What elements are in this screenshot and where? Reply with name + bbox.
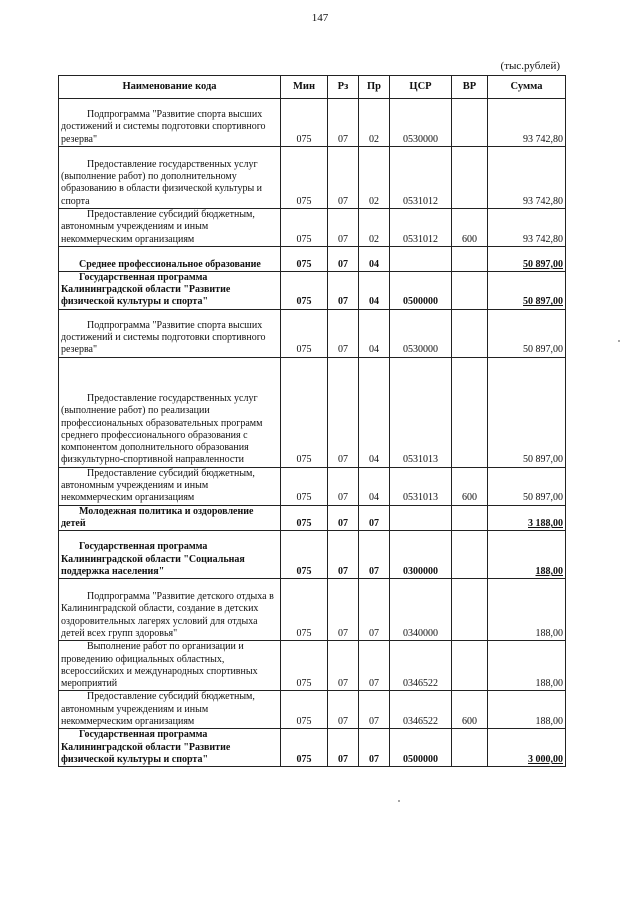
cell-csr: 0500000 (390, 271, 452, 309)
cell-name-text: Предоставление субсидий бюджетным, автономным учреждениям и иным некоммерческим организациям (61, 691, 255, 728)
cell-sum: 188,00 (488, 691, 566, 729)
budget-table (58, 75, 566, 767)
cell-rz: 07 (328, 271, 359, 309)
cell-name (59, 271, 281, 309)
cell-name (59, 729, 281, 767)
cell-min: 075 (281, 729, 328, 767)
cell-name-text: Предоставление субсидий бюджетным, автономным учреждениям и иным некоммерческим организациям (61, 209, 255, 245)
cell-pr: 04 (359, 357, 390, 467)
cell-rz: 07 (328, 729, 359, 767)
table-row (59, 99, 566, 147)
cell-sum: 188,00 (488, 641, 566, 691)
cell-pr: 04 (359, 467, 390, 505)
cell-vr (452, 641, 488, 691)
cell-csr: 0530000 (390, 99, 452, 147)
cell-name (59, 531, 281, 579)
header-csr: ЦСР (390, 76, 452, 99)
cell-min: 075 (281, 209, 328, 247)
cell-vr (452, 531, 488, 579)
cell-name-text: Подпрограмма "Развитие спорта высших достижений и системы подготовки спортивного резерва" (61, 319, 266, 356)
cell-pr: 07 (359, 691, 390, 729)
cell-name-text: Государственная программа Калининградской области "Развитие физической культуры и спорта" (61, 271, 231, 308)
cell-name (59, 641, 281, 691)
table-row (59, 309, 566, 357)
cell-name (59, 579, 281, 641)
cell-min: 075 (281, 357, 328, 467)
cell-rz: 07 (328, 691, 359, 729)
cell-vr (452, 729, 488, 767)
cell-name-text: Выполнение работ по организации и проведению официальных областных, всероссийских и международных спортивных мероприятий (61, 641, 258, 690)
table-row (59, 246, 566, 271)
cell-rz: 07 (328, 209, 359, 247)
cell-min: 075 (281, 531, 328, 579)
cell-vr: 600 (452, 691, 488, 729)
header-rz: Рз (328, 76, 359, 99)
cell-min: 075 (281, 99, 328, 147)
cell-rz: 07 (328, 641, 359, 691)
header-name: Наименование кода (59, 76, 281, 99)
cell-name-text: Предоставление государственных услуг (выполнение работ) по дополнительному образованию в области физической культуры и спорта (61, 158, 263, 207)
cell-csr: 0531012 (390, 147, 452, 209)
header-vr: ВР (452, 76, 488, 99)
cell-pr: 04 (359, 246, 390, 271)
cell-min: 075 (281, 271, 328, 309)
cell-vr (452, 579, 488, 641)
cell-rz: 07 (328, 579, 359, 641)
cell-csr: 0300000 (390, 531, 452, 579)
cell-sum: 50 897,00 (488, 357, 566, 467)
cell-csr: 0500000 (390, 729, 452, 767)
table-row (59, 641, 566, 691)
cell-csr: 0340000 (390, 579, 452, 641)
header-min: Мин (281, 76, 328, 99)
cell-vr (452, 246, 488, 271)
header-pr: Пр (359, 76, 390, 99)
cell-name-text: Государственная программа Калининградской области "Социальная поддержка населения" (61, 541, 245, 577)
cell-vr (452, 505, 488, 531)
table-row (59, 209, 566, 247)
cell-rz: 07 (328, 309, 359, 357)
cell-name-text: Государственная программа Калининградской области "Развитие физической культуры и спорта" (61, 729, 231, 765)
cell-min: 075 (281, 309, 328, 357)
cell-min: 075 (281, 691, 328, 729)
cell-name-text: Среднее профессиональное образование (79, 258, 261, 270)
cell-name-text: Молодежная политика и оздоровление детей (61, 505, 254, 529)
table-row (59, 691, 566, 729)
cell-sum: 50 897,00 (488, 309, 566, 357)
cell-min: 075 (281, 579, 328, 641)
cell-csr: 0530000 (390, 309, 452, 357)
cell-vr (452, 309, 488, 357)
cell-sum: 50 897,00 (488, 467, 566, 505)
cell-sum: 3 000,00 (488, 729, 566, 767)
cell-vr: 600 (452, 209, 488, 247)
cell-sum: 3 188,00 (488, 505, 566, 531)
header-sum: Сумма (488, 76, 566, 99)
cell-sum: 93 742,80 (488, 147, 566, 209)
cell-rz: 07 (328, 246, 359, 271)
cell-pr: 02 (359, 209, 390, 247)
table-row (59, 531, 566, 579)
cell-sum: 93 742,80 (488, 99, 566, 147)
cell-name (59, 147, 281, 209)
cell-name (59, 209, 281, 247)
table-row (59, 271, 566, 309)
scan-speck (398, 800, 400, 802)
cell-sum: 93 742,80 (488, 209, 566, 247)
units-label: (тыс.рублей) (500, 60, 560, 72)
cell-pr: 04 (359, 271, 390, 309)
cell-pr: 07 (359, 729, 390, 767)
cell-sum: 188,00 (488, 531, 566, 579)
cell-pr: 07 (359, 531, 390, 579)
cell-name (59, 691, 281, 729)
cell-sum: 50 897,00 (488, 246, 566, 271)
cell-csr: 0346522 (390, 641, 452, 691)
cell-csr (390, 246, 452, 271)
cell-vr (452, 99, 488, 147)
cell-pr: 07 (359, 505, 390, 531)
cell-csr: 0531013 (390, 357, 452, 467)
cell-rz: 07 (328, 531, 359, 579)
cell-pr: 07 (359, 579, 390, 641)
cell-sum: 188,00 (488, 579, 566, 641)
page-number: 147 (311, 12, 329, 24)
cell-name (59, 99, 281, 147)
header-row (59, 76, 566, 99)
cell-name (59, 309, 281, 357)
cell-pr: 02 (359, 147, 390, 209)
cell-sum: 50 897,00 (488, 271, 566, 309)
table-row (59, 357, 566, 467)
cell-min: 075 (281, 505, 328, 531)
cell-pr: 02 (359, 99, 390, 147)
cell-min: 075 (281, 467, 328, 505)
cell-name-text: Подпрограмма "Развитие спорта высших достижений и системы подготовки спортивного резерва" (61, 109, 266, 145)
cell-rz: 07 (328, 147, 359, 209)
cell-rz: 07 (328, 357, 359, 467)
cell-rz: 07 (328, 99, 359, 147)
cell-vr (452, 357, 488, 467)
cell-vr (452, 147, 488, 209)
table-body (59, 99, 566, 767)
cell-rz: 07 (328, 467, 359, 505)
cell-name (59, 467, 281, 505)
scan-speck (618, 340, 620, 342)
cell-name-text: Предоставление государственных услуг (выполнение работ) по реализации профессиональных образовательных программ среднего профессионального образования с компонентом дополнительного образования физкультурно-спортивной направленности (61, 393, 263, 466)
cell-csr: 0531012 (390, 209, 452, 247)
cell-pr: 04 (359, 309, 390, 357)
cell-min: 075 (281, 246, 328, 271)
cell-name-text: Подпрограмма "Развитие детского отдыха в Калининградской области, создание в детских оздоровительных лагерях условий для отдыха детей всех групп здоровья" (61, 591, 274, 639)
cell-csr: 0346522 (390, 691, 452, 729)
table-row (59, 729, 566, 767)
cell-vr: 600 (452, 467, 488, 505)
table-row (59, 147, 566, 209)
table-row (59, 467, 566, 505)
cell-min: 075 (281, 641, 328, 691)
cell-min: 075 (281, 147, 328, 209)
cell-name-text: Предоставление субсидий бюджетным, автономным учреждениям и иным некоммерческим организациям (61, 467, 255, 504)
table-row (59, 505, 566, 531)
cell-csr: 0531013 (390, 467, 452, 505)
cell-pr: 07 (359, 641, 390, 691)
cell-vr (452, 271, 488, 309)
table-row (59, 579, 566, 641)
cell-csr (390, 505, 452, 531)
cell-name (59, 505, 281, 531)
cell-name (59, 246, 281, 271)
cell-name (59, 357, 281, 467)
cell-rz: 07 (328, 505, 359, 531)
